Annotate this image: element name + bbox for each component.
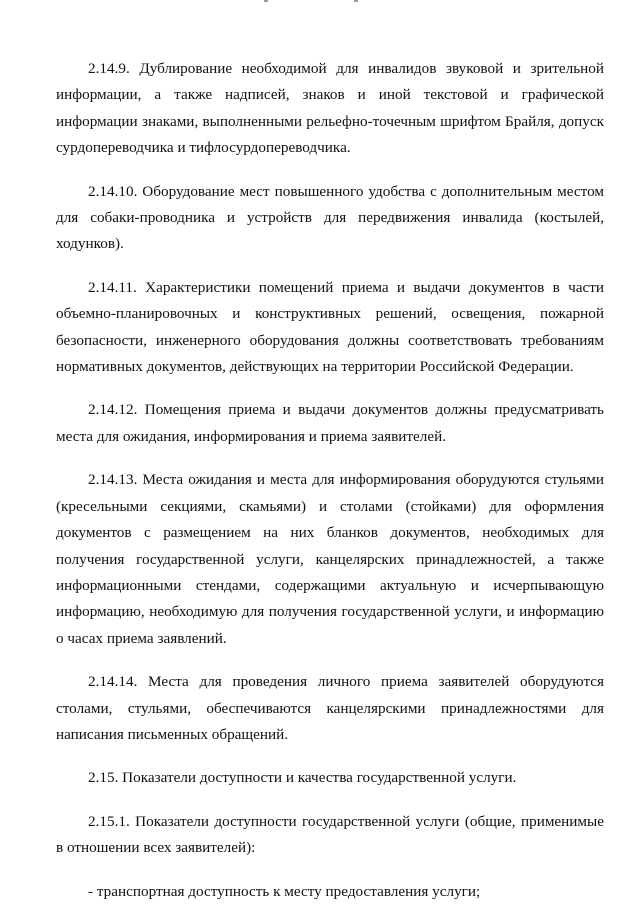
paragraph-2-14-12: 2.14.12. Помещения приема и выдачи документов должны предусматривать места для ожидания, информирования и приема заявителей. xyxy=(56,401,604,445)
paragraph-2-14-11: 2.14.11. Характеристики помещений приема и выдачи документов в части объемно-планировочных и конструктивных решений, освещения, пожарной безопасности, инженерного оборудования должны соответствовать требованиям нормативных документов, действующих на территории Российской Федерации. xyxy=(56,278,604,376)
page-number-remnant xyxy=(262,0,362,3)
paragraph-2-14-13: 2.14.13. Места ожидания и места для информирования оборудуются стульями (кресельными секциями, скамьями) и столами (стойками) для оформления документов с размещением на них бланков документов, необходимых для получения государственной услуги, канцелярских принадлежностей, а также информационными стендами, содержащими актуальную и исчерпывающую информацию, необходимую для получения государственной услуги, и информацию о часах приема заявлений. xyxy=(56,471,604,647)
list-item-transport: - транспортная доступность к месту предоставления услуги; xyxy=(88,882,481,900)
document-page xyxy=(56,56,604,917)
paragraph-2-14-9: 2.14.9. Дублирование необходимой для инвалидов звуковой и зрительной информации, а также надписей, знаков и иной текстовой и графической информации знаками, выполненными рельефно-точечным шрифтом Брайля, допуск сурдопереводчика и тифлосурдопереводчика. xyxy=(56,60,604,157)
paragraph-2-14-10: 2.14.10. Оборудование мест повышенного удобства с дополнительным местом для собаки-проводника и устройств для передвижения инвалида (костылей, ходунков). xyxy=(56,182,604,253)
paragraph-2-15-1: 2.15.1. Показатели доступности государственной услуги (общие, применимые в отношении всех заявителей): xyxy=(56,812,604,857)
paragraph-2-15: 2.15. Показатели доступности и качества государственной услуги. xyxy=(88,769,517,787)
paragraph-2-14-14: 2.14.14. Места для проведения личного приема заявителей оборудуются столами, стульями, обеспечиваются канцелярскими принадлежностями для написания письменных обращений. xyxy=(56,673,604,743)
